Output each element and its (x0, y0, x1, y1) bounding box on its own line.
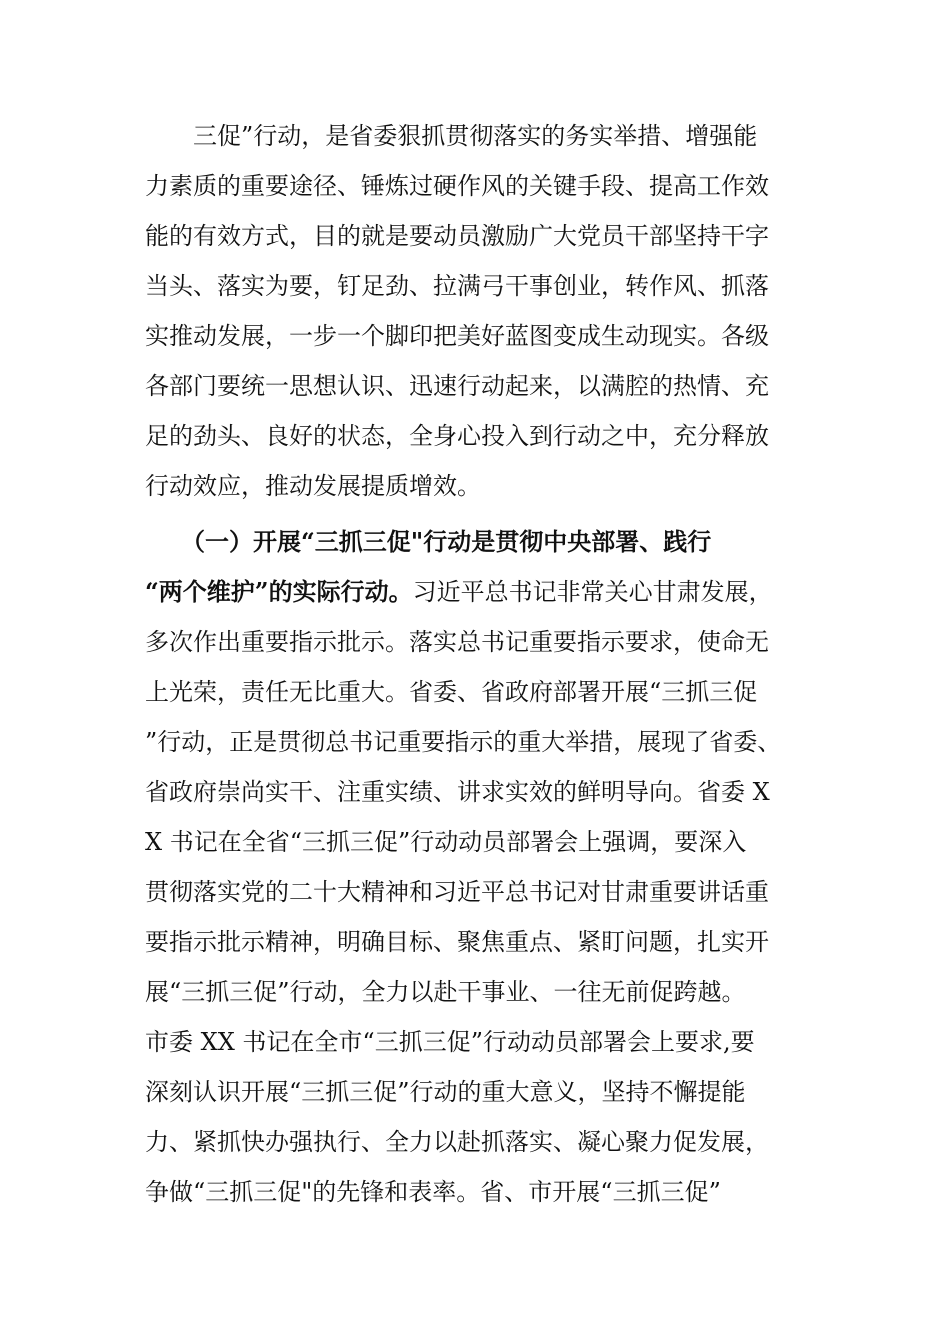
paragraph-line: 足的劲头、良好的状态，全身心投入到行动之中，充分释放 (145, 422, 769, 450)
paragraph-line-rest: 习近平总书记非常关心甘肃发展， (412, 578, 773, 606)
paragraph-line: 争做“三抓三促"的先锋和表率。省、市开展“三抓三促” (145, 1178, 721, 1206)
paragraph-line: 当头、落实为要，钉足劲、拉满弓干事创业，转作风、抓落 (145, 272, 769, 300)
section-heading: （一）开展“三抓三促"行动是贯彻中央部署、践行 (145, 527, 712, 556)
paragraph-line: 展“三抓三促”行动，全力以赴干事业、一往无前促跨越。 (145, 978, 746, 1006)
paragraph-line: 上光荣，责任无比重大。省委、省政府部署开展“三抓三促 (145, 678, 758, 706)
paragraph-line: X 书记在全省“三抓三促”行动动员部署会上强调，要深入 (145, 828, 747, 856)
paragraph-line: 力、紧抓快办强执行、全力以赴抓落实、凝心聚力促发展， (145, 1128, 769, 1156)
paragraph-line: 深刻认识开展“三抓三促”行动的重大意义，坚持不懈提能 (145, 1078, 746, 1106)
paragraph-line: ”行动，正是贯彻总书记重要指示的重大举措，展现了省委、 (145, 728, 782, 756)
paragraph-line: 行动效应，推动发展提质增效。 (145, 472, 481, 500)
paragraph-line: 三促”行动，是省委狠抓贯彻落实的务实举措、增强能 (145, 122, 758, 150)
paragraph-line: 能的有效方式，目的就是要动员激励广大党员干部坚持干字 (145, 222, 769, 250)
paragraph-line: 省政府崇尚实干、注重实绩、讲求实效的鲜明导向。省委 X (145, 778, 770, 806)
section-heading-continuation: “两个维护”的实际行动。 (145, 577, 413, 606)
paragraph-line: 各部门要统一思想认识、迅速行动起来，以满腔的热情、充 (145, 372, 769, 400)
paragraph-line: 市委 XX 书记在全市“三抓三促”行动动员部署会上要求,要 (145, 1028, 755, 1056)
paragraph-2 (145, 517, 835, 1217)
paragraph-line (145, 567, 835, 617)
paragraph-1 (145, 111, 835, 511)
paragraph-line: 实推动发展，一步一个脚印把美好蓝图变成生动现实。各级 (145, 322, 769, 350)
paragraph-line: 贯彻落实党的二十大精神和习近平总书记对甘肃重要讲话重 (145, 878, 769, 906)
paragraph-line: 力素质的重要途径、锤炼过硬作风的关键手段、提高工作效 (145, 172, 769, 200)
paragraph-line: 多次作出重要指示批示。落实总书记重要指示要求，使命无 (145, 628, 769, 656)
paragraph-line: 要指示批示精神，明确目标、聚焦重点、紧盯问题，扎实开 (145, 928, 769, 956)
